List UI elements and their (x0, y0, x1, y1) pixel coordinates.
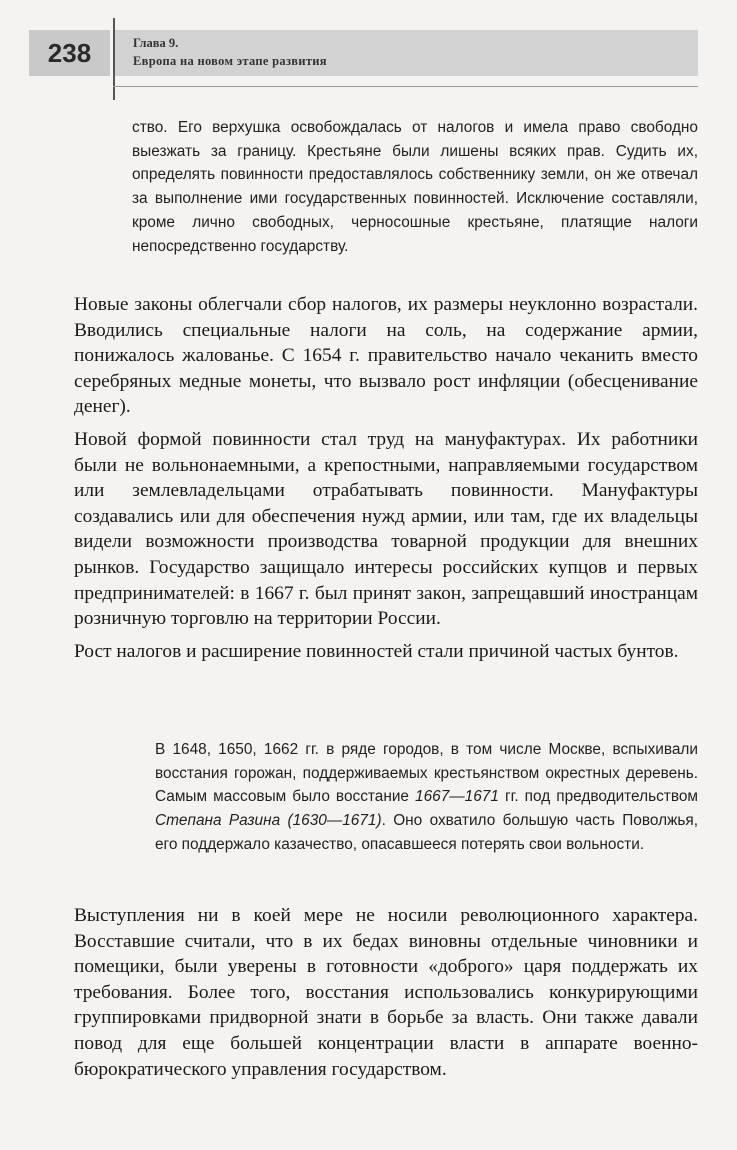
paragraph-riots: Рост налогов и расширение повинностей стали причиной частых бунтов. (74, 640, 679, 662)
chapter-label: Глава 9. (133, 36, 179, 50)
uprisings-text-3: . Оно охватило большую часть Поволжья, его поддержало казачество, опасавшееся потерять свои вольности. (155, 812, 698, 853)
main-text-1 (74, 292, 698, 671)
sidebar-text-top (132, 116, 698, 258)
paragraph-manufactures: Новой формой повинности стал труд на мануфактурах. Их работники были не вольнонаемными, а крепостными, направляемыми государством или землевладельцами отрабатывать повинности. Мануфактуры создавались или для обеспечения нужд армии, или там, где их владельцы видели возможности производства товарной продукции для внешних рынков. Государство защищало интересы российских купцов и первых предпринимателей: в 1667 г. был принят закон, запрещавший иностранцам розничную торговлю на территории России. (74, 428, 698, 630)
uprisings-text-2: гг. под предводительством (498, 788, 698, 806)
uprisings-text-1: В 1648, 1650, 1662 гг. в ряде городов, в том числе Москве, вспыхивали восстания горожан, поддерживаемых крестьянством окрестных деревень. Самым массовым было восстание (155, 741, 698, 806)
uprising-years: 1667—1671 (415, 788, 499, 806)
chapter-title: Европа на новом этапе развития (133, 54, 327, 68)
sidebar-paragraph: ство. Его верхушка освобождалась от налогов и имела право свободно выезжать за границу. Крестьяне были лишены всяких прав. Судить их, определять повинности предоставлялось собственнику земли, он же отвечал за выполнение ими государственных повинностей. Исключение составляли, кроме лично свободных, черносошные крестьяне, платящие налоги непосредственно государству. (132, 119, 698, 255)
sidebar-text-uprisings (155, 738, 698, 857)
page-number-text: 238 (47, 37, 92, 68)
page-number (29, 30, 110, 76)
header-rule (113, 86, 698, 87)
paragraph-taxes: Новые законы облегчали сбор налогов, их размеры неуклонно возрастали. Вводились специальные налоги на соль, на содержание армии, понижалось жалованье. С 1654 г. правительство начало чеканить вместо серебряных медные монеты, что вызвало рост инфляции (обесценивание денег). (74, 294, 698, 418)
main-text-2 (74, 903, 698, 1089)
paragraph-character: Выступления ни в коей мере не носили революционного характера. Восставшие считали, что в их бедах виновны отдельные чиновники и помещики, были уверены в готовности «доброго» царя поддержать их требования. Более того, восстания использовались конкурирующими группировками придворной знати в борьбе за власть. Они также давали повод для еще большей концентрации власти в аппарате военно-бюрократического управления государством. (74, 905, 698, 1080)
uprisings-paragraph (155, 738, 698, 857)
leader-name: Степана Разина (1630—1671) (155, 812, 382, 830)
chapter-header (115, 30, 698, 76)
